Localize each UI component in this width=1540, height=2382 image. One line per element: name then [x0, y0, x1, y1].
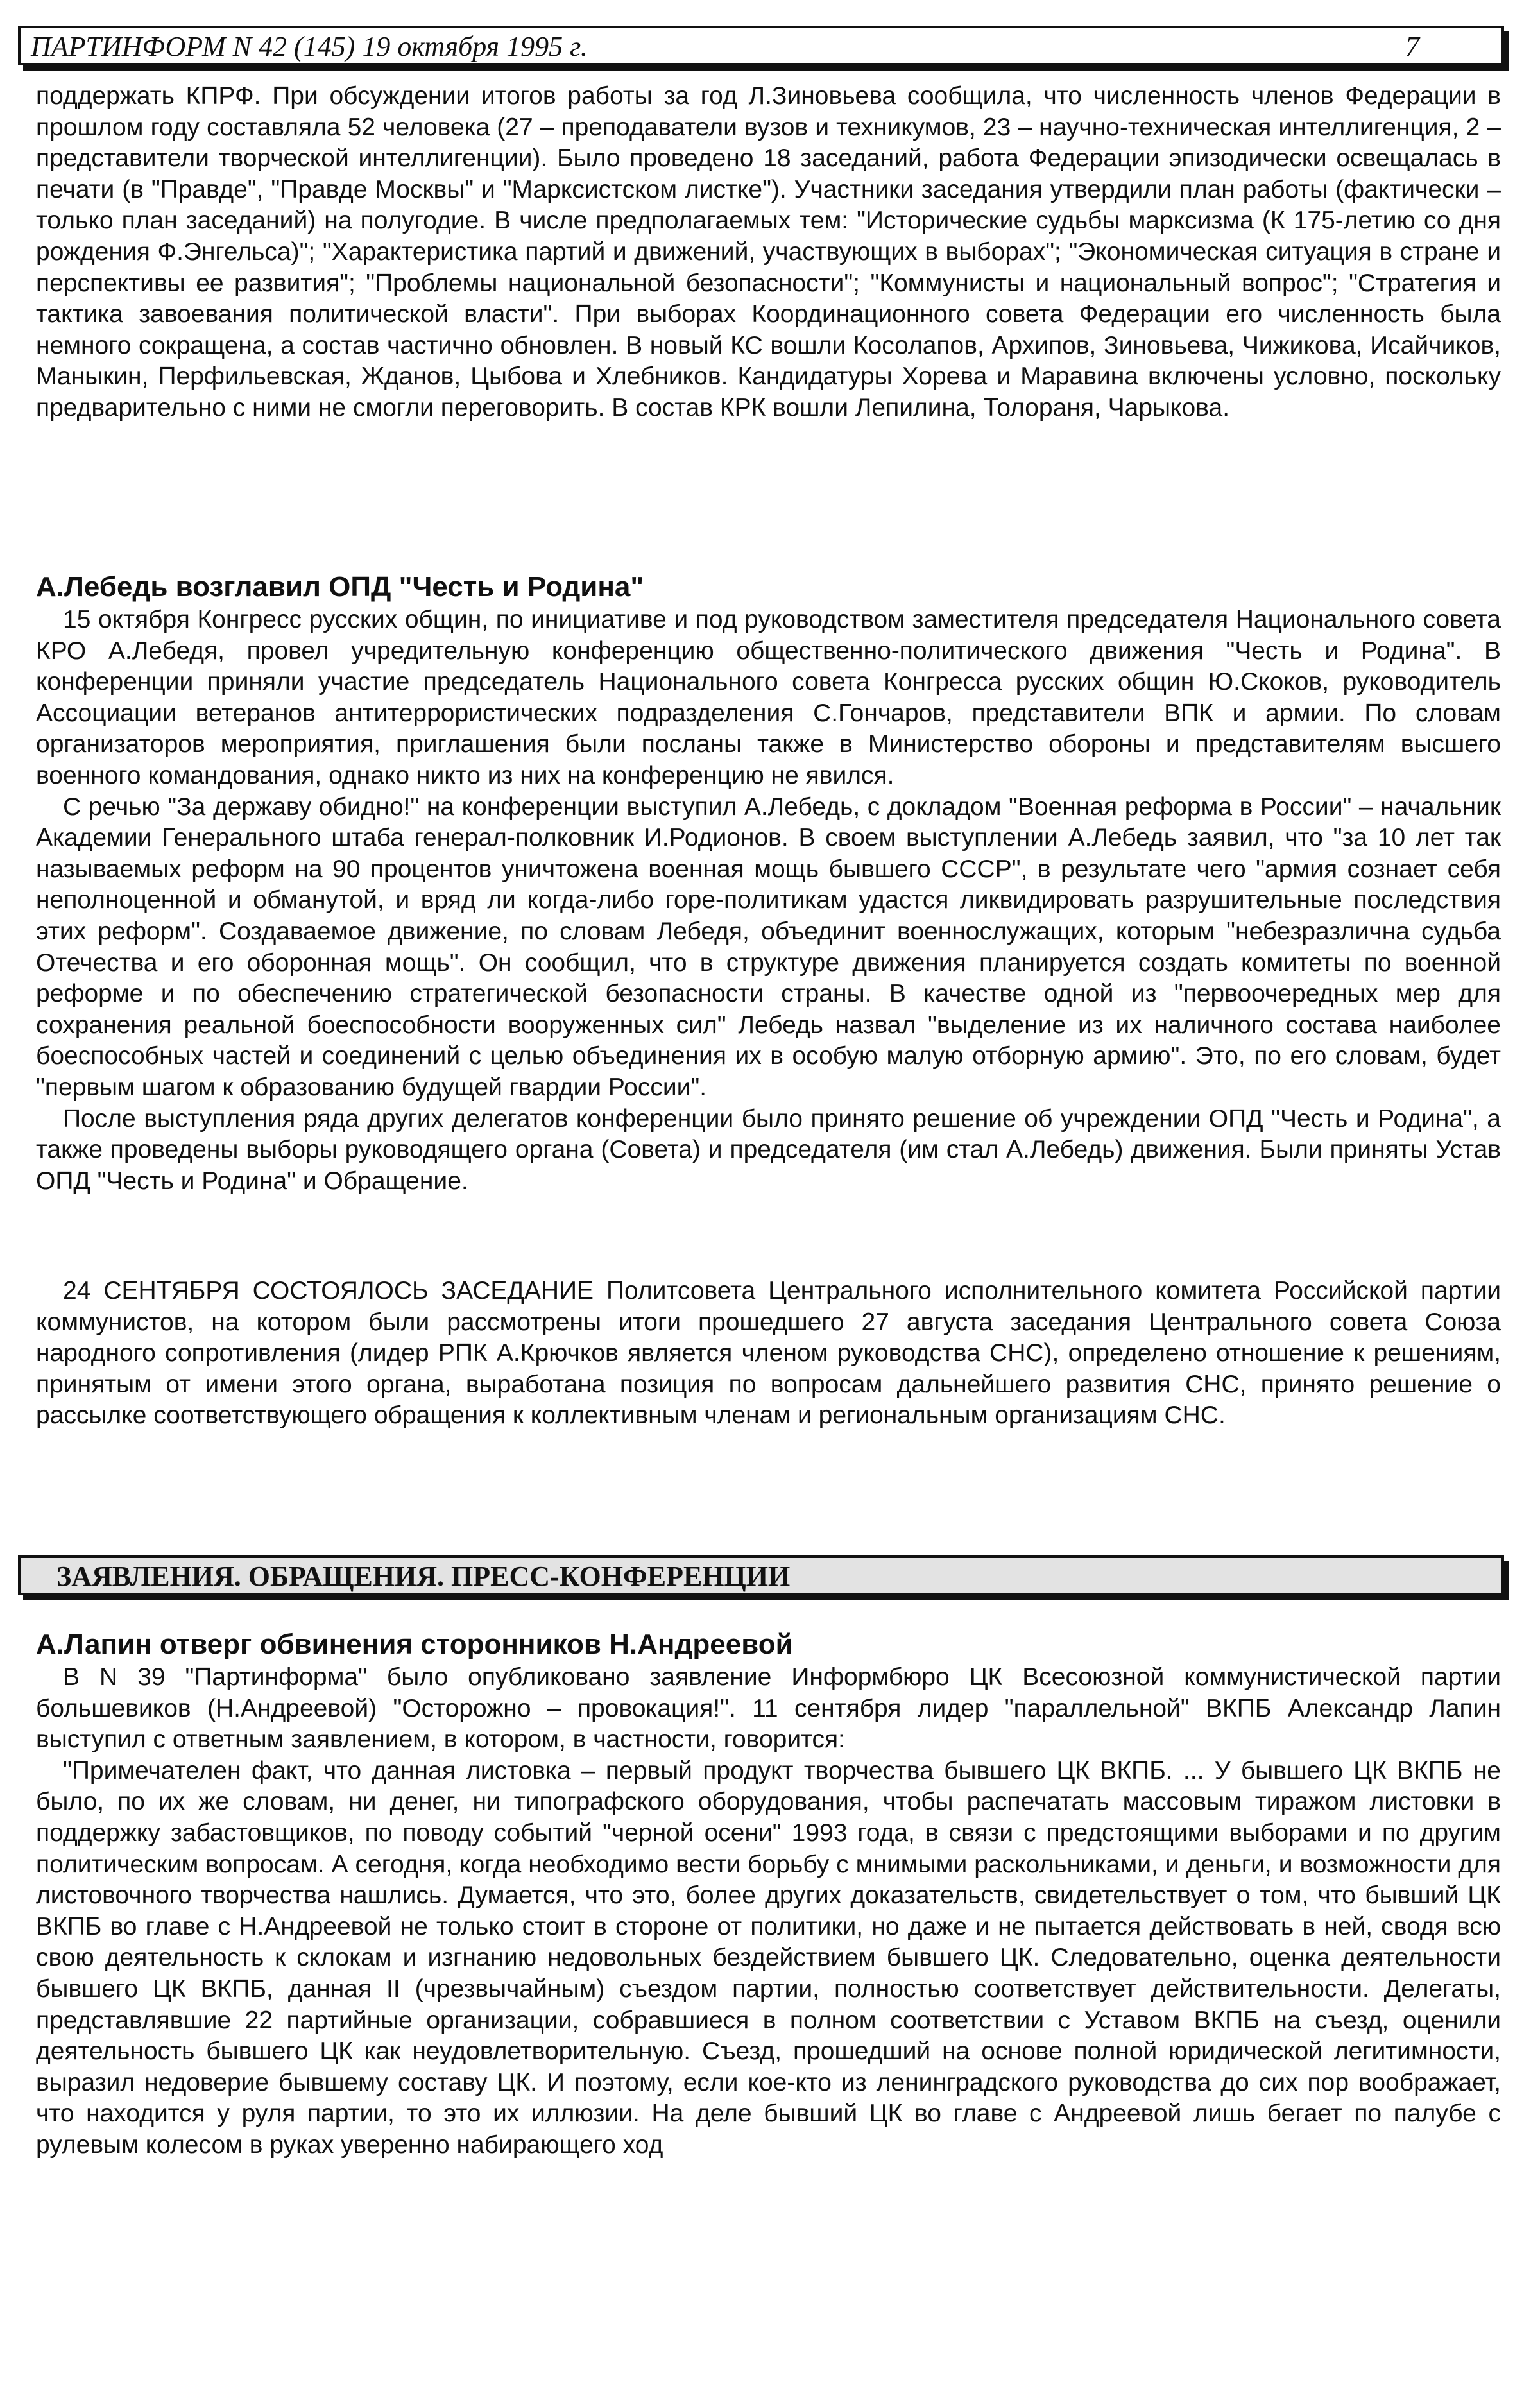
article-heading: А.Лебедь возглавил ОПД "Честь и Родина" — [36, 571, 644, 603]
page-header — [18, 26, 1504, 65]
article-lebed — [36, 570, 1501, 1197]
article-paragraph: В N 39 "Партинформа" было опубликовано заявление Информбюро ЦК Всесоюзной коммунистической партии большевиков (Н.Андреевой) "Осторожно – провокация!". 11 сентября лидер "параллельной" ВКПБ Александр Лапин выступил с ответным заявлением, в котором, в частности, говорится: — [36, 1663, 1501, 1754]
news-item-rpk — [36, 1276, 1501, 1432]
article-paragraph: После выступления ряда других делегатов конференции было принято решение об учреждении ОПД "Честь и Родина", а также проведены выборы руководящего органа (Совета) и председателя (им стал А.Лебедь) движения. Были приняты Устав ОПД "Честь и Родина" и Обращение. — [36, 1104, 1501, 1195]
section-title-bar — [18, 1555, 1504, 1595]
intro-block — [36, 81, 1501, 424]
news-paragraph: 24 СЕНТЯБРЯ СОСТОЯЛОСЬ ЗАСЕДАНИЕ Политсовета Центрального исполнительного комитета Российской партии коммунистов, на котором были рассмотрены итоги прошедшего 27 августа заседания Центрального совета Союза народного сопротивления (лидер РПК А.Крючков является членом руководства СНС), определено отношение к решениям, принятым от имени этого органа, выработана позиция по вопросам дальнейшего развития СНС, принято решение о рассылке соответствующего обращения к коллективным членам и региональным организациям СНС. — [36, 1277, 1501, 1430]
header-title: ПАРТИНФОРМ N 42 (145) 19 октября 1995 г. — [31, 31, 588, 62]
intro-paragraph: поддержать КПРФ. При обсуждении итогов работы за год Л.Зиновьева сообщила, что численность членов Федерации в прошлом году составляла 52 человека (27 – преподаватели вузов и техникумов, 23 – научно-техническая интеллигенция, 2 – представители творческой интеллигенции). Было проведено 18 заседаний, работа Федерации эпизодически освещалась в печати (в "Правде", "Правде Москвы" и "Марксистском листке"). Участники заседания утвердили план работы (фактически – только план заседаний) на полугодие. В числе предполагаемых тем: "Исторические судьбы марксизма (К 175-летию со дня рождения Ф.Энгельса)"; "Характеристика партий и движений, участвующих в выборах"; "Экономическая ситуация в стране и перспективы ее развития"; "Проблемы национальной безопасности"; "Коммунисты и национальный вопрос"; "Стратегия и тактика завоевания политической власти". При выборах Координационного совета Федерации его численность была немного сокращена, а состав частично обновлен. В новый КС вошли Косолапов, Архипов, Зиновьева, Чижикова, Исайчиков, Маныкин, Перфильевская, Жданов, Цыбова и Хлебников. Кандидатуры Хорева и Маравина включены условно, поскольку предварительно с ними не смогли переговорить. В состав КРК вошли Лепилина, Толораня, Чарыкова. — [36, 82, 1501, 422]
page-number: 7 — [1405, 31, 1419, 62]
article-lapin — [36, 1627, 1501, 2161]
article-paragraph: С речью "За державу обидно!" на конференции выступил А.Лебедь, с докладом "Военная реформа в России" – начальник Академии Генерального штаба генерал-полковник И.Родионов. В своем выступлении А.Лебедь заявил, что "за 10 лет так называемых реформ на 90 процентов уничтожена военная мощь бывшего СССР", в результате чего "армия сознает себя неполноценной и обманутой, и вряд ли когда-либо горе-политикам удастся ликвидировать разрушительные последствия этих реформ". Создаваемое движение, по словам Лебедя, объединит военнослужащих, которым "небезразлична судьба Отечества и его оборонная мощь". Он сообщил, что в структуре движения планируется создать комитеты по военной реформе и по обеспечению стратегической безопасности страны. В качестве одной из "первоочередных мер для сохранения реальной боеспособности вооруженных сил" Лебедь назвал "выделение из их наличного состава наиболее боеспособных частей и соединений с целью объединения их в особую малую отборную армию". Это, по его словам, будет "первым шагом к образованию будущей гвардии России". — [36, 793, 1501, 1101]
article-paragraph: 15 октября Конгресс русских общин, по инициативе и под руководством заместителя председателя Национального совета КРО А.Лебедя, провел учредительную конференцию общественно-политического движения "Честь и Родина". В конференции приняли участие председатель Национального совета Конгресса русских общин Ю.Скоков, руководитель Ассоциации ветеранов антитеррористических подразделения С.Гончаров, представители ВПК и армии. По словам организаторов мероприятия, приглашения были посланы также в Министерство обороны и представителям высшего военного командования, однако никто из них на конференцию не явился. — [36, 606, 1501, 789]
article-paragraph: "Примечателен факт, что данная листовка – первый продукт творчества бывшего ЦК ВКПБ. ... У бывшего ЦК ВКПБ не было, по их же словам, ни денег, ни типографского оборудования, чтобы распечатать массовым тиражом листовки в поддержку забастовщиков, по поводу событий "черной осени" 1993 года, в связи с предстоящими выборами и по другим политическим вопросам. А сегодня, когда необходимо вести борьбу с мнимыми раскольниками, и деньги, и возможности для листовочного творчества нашлись. Думается, что это, более других доказательств, свидетельствует о том, что бывший ЦК ВКПБ во главе с Н.Андреевой не только стоит в стороне от политики, но даже и не пытается действовать в ней, сводя всю свою деятельность к склокам и изгнанию недовольных бездействием бывшего ЦК. Следовательно, оценка деятельности бывшего ЦК ВКПБ, данная II (чрезвычайным) съездом партии, полностью соответствует действительности. Делегаты, представлявшие 22 партийные организации, собравшиеся в полном соответствии с Уставом ВКПБ на съезд, оценили деятельность бывшего ЦК как неудовлетворительную. Съезд, прошедший на основе полной юридической легитимности, выразил недоверие бывшему составу ЦК. И поэтому, если кое-кто из ленинградского руководства до сих пор воображает, что находится у руля партии, то это их иллюзии. На деле бывший ЦК во главе с Андреевой лишь бегает по палубе с рулевым колесом в руках уверенно набирающего ход — [36, 1756, 1501, 2159]
section-title: ЗАЯВЛЕНИЯ. ОБРАЩЕНИЯ. ПРЕСС-КОНФЕРЕНЦИИ — [56, 1561, 791, 1592]
article-heading: А.Лапин отверг обвинения сторонников Н.Андреевой — [36, 1629, 793, 1660]
